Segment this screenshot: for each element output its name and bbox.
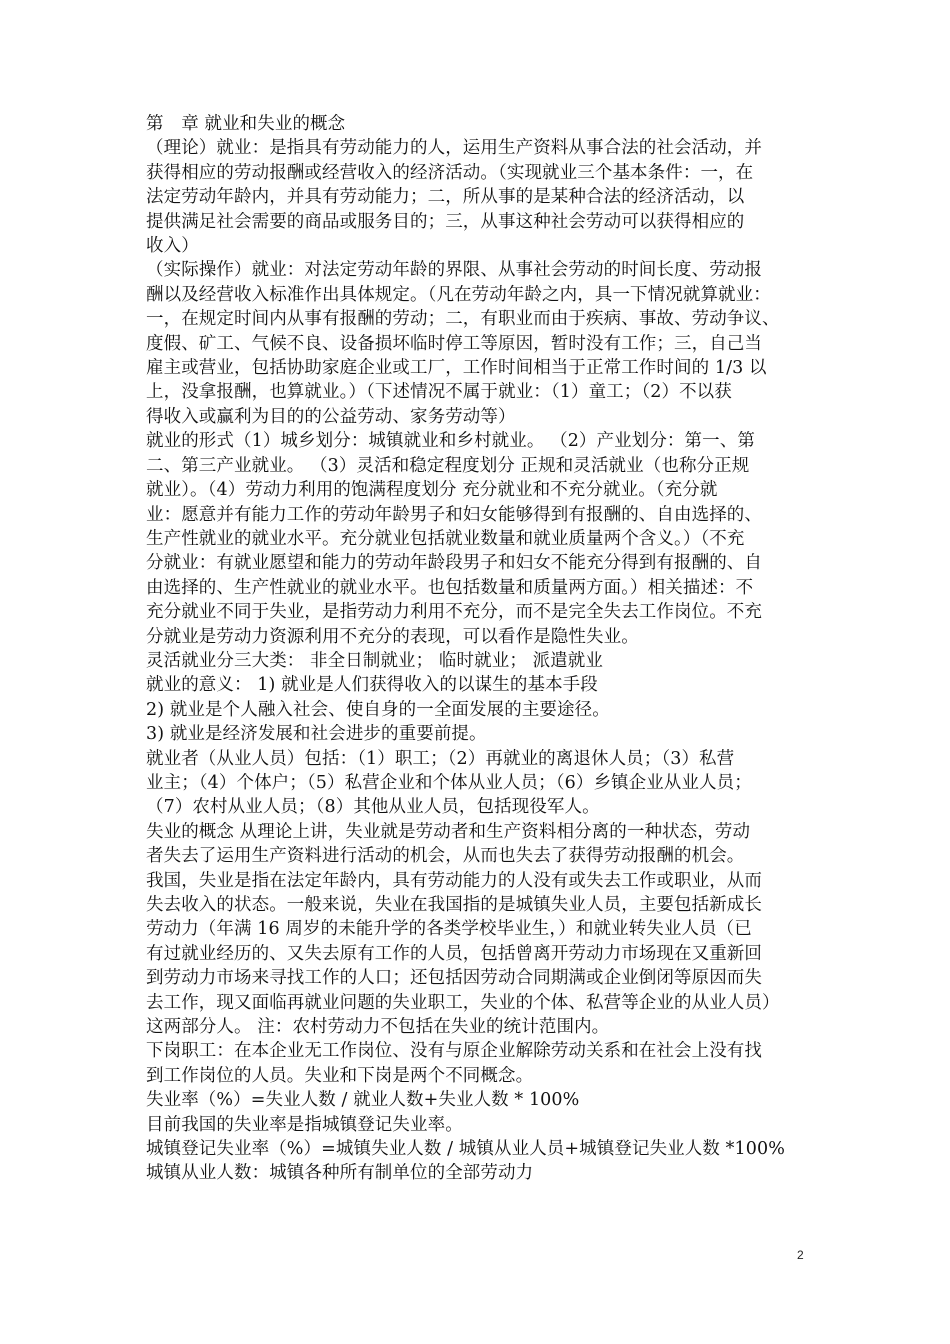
text-line: （实际操作）就业：对法定劳动年龄的界限、从事社会劳动的时间长度、劳动报 [146,260,762,281]
text-line: 法定劳动年龄内，并具有劳动能力；二，所从事的是某种合法的经济活动，以 [146,187,745,208]
text-line: 3) 就业是经济发展和社会进步的重要前提。 [146,724,487,745]
text-line: 下岗职工：在本企业无工作岗位、没有与原企业解除劳动关系和在社会上没有找 [146,1041,762,1062]
text-line: 收入） [146,236,199,257]
text-line: 2) 就业是个人融入社会、使自身的一全面发展的主要途径。 [146,699,610,720]
text-line: 到工作岗位的人员。失业和下岗是两个不同概念。 [146,1065,534,1086]
page-number: 2 [797,1248,804,1262]
text-line: 二、第三产业就业。 （3）灵活和稳定程度划分 正规和灵活就业（也称分正规 [146,455,750,476]
text-line: 有过就业经历的、又失去原有工作的人员，包括曾离开劳动力市场现在又重新回 [146,943,762,964]
text-line: 就业的形式（1）城乡划分：城镇就业和乡村就业。 （2）产业划分：第一、第 [146,431,755,452]
text-line: 就业的意义： 1) 就业是人们获得收入的以谋生的基本手段 [146,675,598,696]
text-line: 得收入或赢利为目的的公益劳动、家务劳动等） [146,406,516,427]
text-line: 生产性就业的就业水平。充分就业包括就业数量和就业质量两个含义。）（不充 [146,528,745,549]
text-line: 我国，失业是指在法定年龄内，具有劳动能力的人没有或失去工作或职业，从而 [146,870,762,891]
text-line: 到劳动力市场来寻找工作的人口；还包括因劳动合同期满或企业倒闭等原因而失 [146,968,762,989]
text-line: （理论）就业：是指具有劳动能力的人，运用生产资料从事合法的社会活动，并 [146,138,762,159]
text-line: 目前我国的失业率是指城镇登记失业率。 [146,1114,463,1135]
text-line: 业：愿意并有能力工作的劳动年龄男子和妇女能够得到有报酬的、自由选择的、 [146,504,762,525]
text-line: 业主；（4）个体户；（5）私营企业和个体从业人员；（6）乡镇企业从业人员； [146,772,752,793]
text-line: 一，在规定时间内从事有报酬的劳动；二，有职业而由于疾病、事故、劳动争议、 [146,309,780,330]
text-line: 这两部分人。 注：农村劳动力不包括在失业的统计范围内。 [146,1017,610,1038]
text-line: 上，没拿报酬，也算就业。）（下述情况不属于就业：（1）童工；（2）不以获 [146,382,732,403]
document-body [146,112,836,1186]
text-line: 就业者（从业人员）包括：（1）职工；（2）再就业的离退休人员；（3）私营 [146,748,735,769]
formula-line: 城镇登记失业率（%）=城镇失业人数 / 城镇从业人员+城镇登记失业人数 *100% [146,1139,785,1160]
text-line: 酬以及经营收入标准作出具体规定。（凡在劳动年龄之内，具一下情况就算就业： [146,284,771,305]
text-line: 就业）。（4）劳动力利用的饱满程度划分 充分就业和不充分就业。（充分就 [146,480,718,501]
text-line: 由选择的、生产性就业的就业水平。也包括数量和质量两方面。）相关描述：不 [146,577,754,598]
text-line: 雇主或营业，包括协助家庭企业或工厂，工作时间相当于正常工作时间的 1/3 以 [146,358,767,379]
text-line: 分就业：有就业愿望和能力的劳动年龄段男子和妇女不能充分得到有报酬的、自 [146,553,762,574]
chapter-title: 第 章 就业和失业的概念 [146,114,346,134]
text-line: 度假、矿工、气候不良、设备损坏临时停工等原因，暂时没有工作；三，自己当 [146,333,762,354]
text-line: 者失去了运用生产资料进行活动的机会，从而也失去了获得劳动报酬的机会。 [146,846,745,867]
text-line: 失去收入的状态。一般来说，失业在我国指的是城镇失业人员，主要包括新成长 [146,895,762,915]
text-line: 失业的概念 从理论上讲，失业就是劳动者和生产资料相分离的一种状态，劳动 [146,821,751,842]
text-line: 去工作，现又面临再就业问题的失业职工，失业的个体、私营等企业的从业人员） [146,992,780,1013]
formula-line: 失业率（%）=失业人数 / 就业人数+失业人数 * 100% [146,1090,580,1111]
text-line: 劳动力（年满 16 周岁的未能升学的各类学校毕业生，）和就业转失业人员（已 [146,919,752,940]
text-line: 分就业是劳动力资源利用不充分的表现，可以看作是隐性失业。 [146,626,639,647]
text-line: 获得相应的劳动报酬或经营收入的经济活动。（实现就业三个基本条件：一，在 [146,162,754,183]
text-line: （7）农村从业人员；（8）其他从业人员，包括现役军人。 [146,797,600,818]
text-line: 城镇从业人数：城镇各种所有制单位的全部劳动力 [146,1163,534,1184]
text-line: 提供满足社会需要的商品或服务目的；三，从事这种社会劳动可以获得相应的 [146,211,745,232]
text-line: 灵活就业分三大类： 非全日制就业； 临时就业； 派遣就业 [146,650,603,671]
text-line: 充分就业不同于失业，是指劳动力利用不充分，而不是完全失去工作岗位。不充 [146,602,762,623]
